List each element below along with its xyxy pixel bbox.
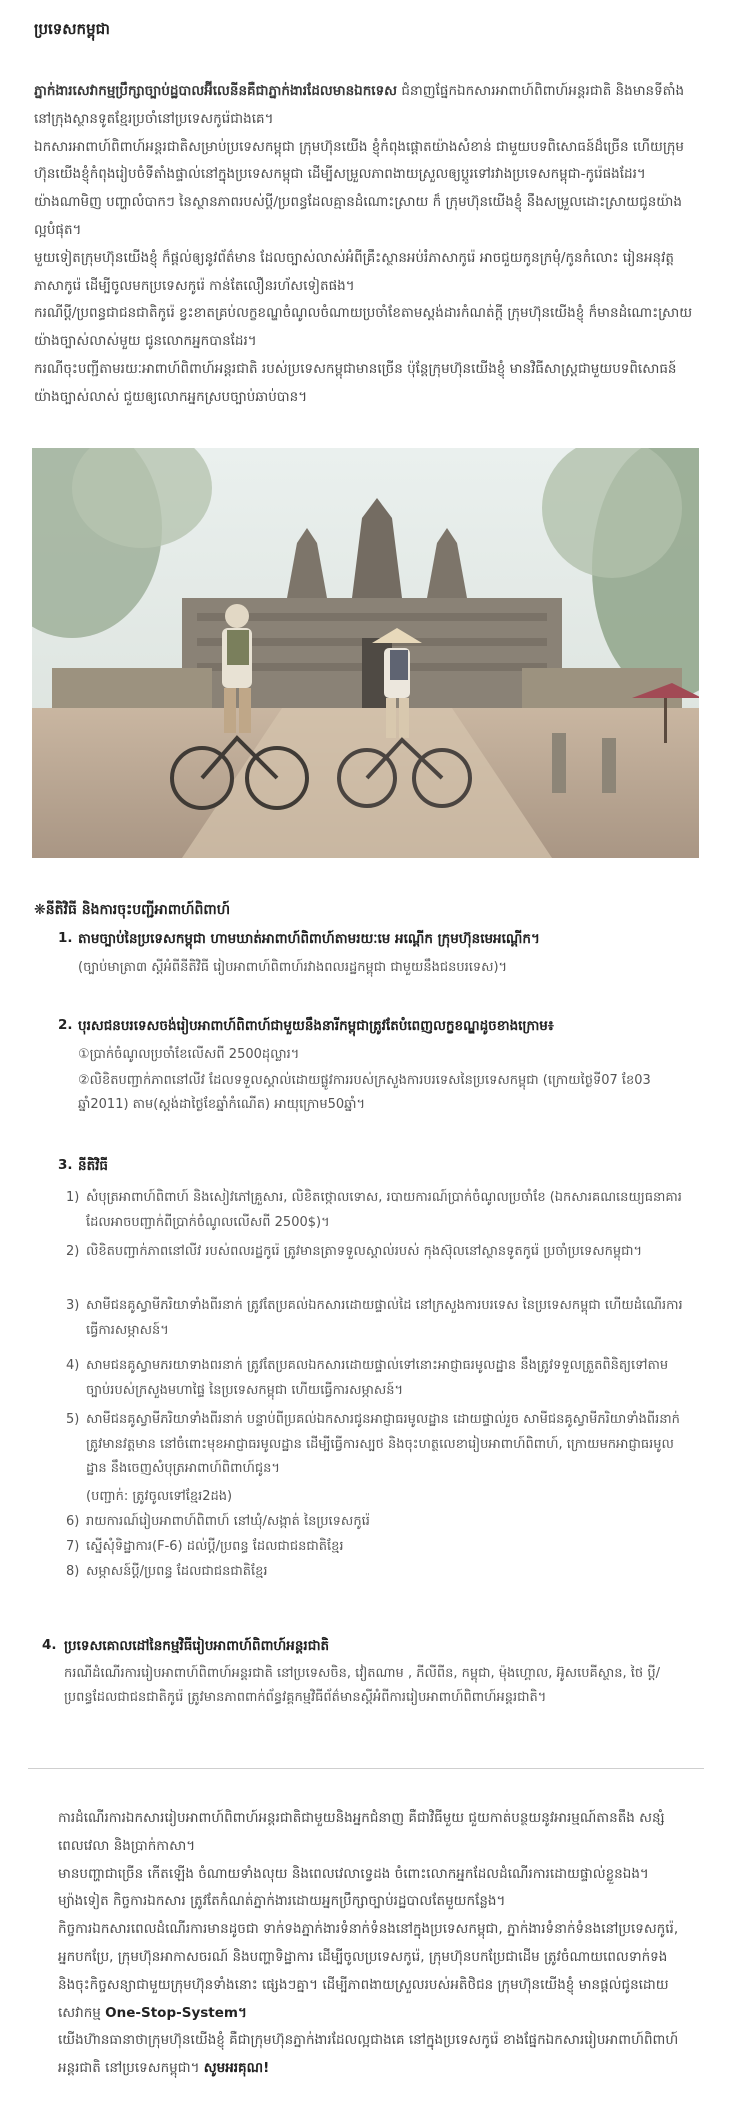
step-text: សាមីជនគូស្វាមីភរិយាទាំងពីរនាក់ បន្ទាប់ពីប្រគល់ឯកសារជូនអាជ្ញាធរមូលដ្ឋាន ដោយផ្ទាល់រួច សាមីជនគូស្វាមីភរិយាទាំងពីរនាក់ ត្រូវមានវត្តមាន នៅចំពោះមុខអាជ្ញាធរមូលដ្ឋាន ដើម្បីធ្វើការស្បថ និងចុះហត្ថលេខារៀបអាពាហ៍ពិពាហ៍, ក្រោយមកអាជ្ញាធរមូលដ្ឋាន នឹងចេញសំបុត្រអាពាហ៍ពិពាហ៍ជូន។ [86, 1412, 680, 1476]
thanks-text: សូមអរគុណ! [203, 2060, 270, 2077]
temple-illustration [32, 448, 699, 858]
page-title: ប្រទេសកម្ពុជា [34, 20, 110, 38]
outro-section [58, 1805, 688, 2083]
section-heading: ❋នីតិវិធី និងការចុះបញ្ជីអាពាហ៍ពិពាហ៍ [34, 902, 231, 918]
outro-paragraph: ការដំណើរការឯកសាររៀបអាពាហ៍ពិពាហ៍អន្តរជាតិជាមួយនិងអ្នកជំនាញ គឺជាវិធីមួយ ជួយកាត់បន្ថយនូវអារម្មណ៍តានតឹង សន្សំពេលវេលា និងប្រាក់កាសា។ [58, 1810, 665, 1854]
item-number: 2. [58, 1017, 73, 1033]
outro-last-line: យើងហ៊ានធានាថាក្រុមហ៊ុនយើងខ្ញុំ គឺជាក្រុមហ៊ុនភ្នាក់ងារដែលល្អជាងគេ នៅក្នុងប្រទេសកូរ៉េ ខាងផ្នែកឯកសាររៀបអាពាហ៍ពិពាហ៍អន្តរជាតិ នៅប្រទេសកម្ពុជា។ [58, 2032, 679, 2077]
procedure-step [66, 1186, 686, 1235]
requirement-line: ①ប្រាក់ចំណូលប្រចាំខែលើសពី 2500ដុល្លារ។ [78, 1047, 300, 1062]
procedure-step [66, 1408, 686, 1482]
intro-paragraph: ឯកសារអាពាហ៍ពិពាហ៍អន្តរជាតិសម្រាប់ប្រទេសកម្ពុជា ក្រុមហ៊ុនយើង ខ្ញុំកំពុងផ្ដោតយ៉ាងសំខាន់ ជាមួយបទពិសោធន៍ដ៏ច្រើន ហើយក្រុមហ៊ុនយើងខ្ញុំកំពុងរៀបចំទីតាំងផ្ទាល់នៅក្នុងប្រទេសកម្ពុជា ដើម្បីសម្រួលភាពងាយស្រួលឲ្យប្តូរទៅរវាងប្រទេសកម្ពុជា-កូរ៉េផងដែរ។ [34, 138, 684, 183]
procedure-step [66, 1354, 686, 1403]
outro-paragraph [58, 1916, 688, 2027]
requirement-line: ②លិខិតបញ្ជាក់ភាពនៅលីវ ដែលទទួលស្គាល់ដោយផ្លូវការរបស់ក្រសួងការបរទេសនៃប្រទេសកម្ពុជា (ក្រោយថ្ងៃទី07 ខែ03 ឆ្នាំ2011) តាម(ស្តង់ដាថ្ងៃខែឆ្នាំកំណើត) អាយុក្រោម50ឆ្នាំ។ [78, 1073, 651, 1112]
item-title: នីតិវិធី [78, 1158, 108, 1174]
item-body: ករណីដំណើរការរៀបអាពាហ៍ពិពាហ៍អន្តរជាតិ នៅប្រទេសចិន, វៀតណាម , ភីលីពីន, កម្ពុជា, ម៉ុងហ្គោល, អ៊ូសបេគីស្ថាន, ថៃ ប្ដី/ប្រពន្ធដែលជាជនជាតិកូរ៉េ ត្រូវមានភាពពាក់ព័ន្ធវគ្គកម្មវិធីព័ត៌មានស្ដីអំពីការរៀបអាពាហ៍ពិពាហ៍អន្តរជាតិ។ [64, 1666, 660, 1705]
step-number: 2) [66, 1244, 80, 1259]
item-title: បុរសជនបរទេសចង់រៀបអាពាហ៍ពិពាហ៍ជាមួយនឹងនារីកម្ពុជាត្រូវតែបំពេញលក្ខខណ្ឌដូចខាងក្រោម៖ [78, 1018, 554, 1034]
item-title: តាមច្បាប់នៃប្រទេសកម្ពុជា ហាមឃាត់អាពាហ៍ពិពាហ៍តាមរយៈមេ អណ្ដើក ក្រុមហ៊ុនមេអណ្ដើក។ [78, 931, 540, 947]
item-number: 1. [58, 930, 73, 946]
item-number: 4. [42, 1637, 57, 1653]
intro-lead [34, 78, 694, 134]
step-text: សំបុត្រអាពាហ៍ពិពាហ៍ និងសៀវភៅគ្រួសារ, លិខិតថ្កោលទោស, របាយការណ៍ប្រាក់ចំណូលប្រចាំខែ (ឯកសារគណនេយ្យធនាគារដែលអាចបញ្ជាក់ពីប្រាក់ចំណូលលើសពី 2500$)។ [86, 1190, 682, 1230]
one-stop-system: One-Stop-System។ [105, 2004, 247, 2021]
intro-section [34, 78, 694, 412]
item-title: ប្រទេសគោលដៅនៃកម្មវិធីរៀបអាពាហ៍ពិពាហ៍អន្តរជាតិ [64, 1638, 330, 1654]
procedure-step [66, 1535, 686, 1560]
intro-paragraph: មួយទៀតក្រុមហ៊ុនយើងខ្ញុំ ក៏ផ្ដល់ឲ្យនូវព័ត៌មាន ដែលច្បាស់លាស់អំពីគ្រឹះស្ថានអប់រំភាសាកូរ៉េ អាចជួយកូនក្រមុំ/កូនកំលោះ រៀនអនុវត្តភាសាកូរ៉េ ដើម្បីចូលមកប្រទេសកូរ៉េ កាន់តែលឿនរហ័សទៀតផង។ [34, 249, 674, 294]
step-text: សាមីជនគូស្វាមីភរិយាទាំងពីរនាក់ ត្រូវតែប្រគល់ឯកសារដោយផ្ទាល់ដៃ នៅក្រសួងការបរទេស នៃប្រទេសកម្ពុជា ហើយដំណើរការធ្វើការសម្ភាសន៍។ [86, 1298, 683, 1338]
step-text: រាយការណ៍រៀបអាពាហ៍ពិពាហ៍ នៅឃុំ/សង្កាត់ នៃប្រទេសកូរ៉េ [86, 1514, 370, 1529]
item-body: (ច្បាប់មាត្រា៣ ស្ដីអំពីនីតិវិធី រៀបអាពាហ៍ពិពាហ៍រវាងពលរដ្ឋកម្ពុជា ជាមួយនឹងជនបរទេស)។ [78, 960, 508, 975]
item-number: 3. [58, 1157, 73, 1173]
procedure-step-note: (បញ្ជាក់: ត្រូវចូលទៅខ្មែរ2ដង) [86, 1489, 233, 1504]
step-number: 3) [66, 1298, 80, 1313]
step-text: លិខិតបញ្ជាក់ភាពនៅលីវ របស់ពលរដ្ឋកូរ៉េ ត្រូវមានត្រាទទួលស្គាល់របស់ កុងស៊ុលនៅស្ថានទូតកូរ៉េ ប្រចាំប្រទេសកម្ពុជា។ [86, 1244, 643, 1259]
step-number: 7) [66, 1539, 80, 1554]
intro-paragraph: ករណីប្ដី/ប្រពន្ធជាជនជាតិកូរ៉េ ខ្វះខាតគ្រប់លក្ខខណ្ឌចំណូលចំណាយប្រចាំខែតាមស្តង់ដារកំណត់ក្តី ក្រុមហ៊ុនយើងខ្ញុំ ក៏មានដំណោះស្រាយយ៉ាងច្បាស់លាស់មួយ ជូនលោកអ្នកបានដែរ។ [34, 305, 693, 350]
procedure-step [66, 1560, 686, 1585]
intro-paragraph: យ៉ាងណាមិញ បញ្ហាលំបាកៗ នៃស្ថានភាពរបស់ប្ដី/ប្រពន្ធដែលគ្មានដំណោះស្រាយ ក៏ ក្រុមហ៊ុនយើងខ្ញុំ នឹងសម្រួលដោះស្រាយជូនយ៉ាងល្អបំផុត។ [34, 194, 683, 238]
step-number: 6) [66, 1514, 80, 1529]
procedure-step [66, 1294, 686, 1343]
step-number: 5) [66, 1412, 80, 1427]
step-text: ស្នើសុំទិដ្ឋាការ(F-6) ដល់ប្ដី/ប្រពន្ធ ដែលជាជនជាតិខ្មែរ [86, 1539, 344, 1554]
outro-paragraph: ម្យ៉ាងទៀត កិច្ចការឯកសារ ត្រូវតែកំណត់ភ្នាក់ងារដោយអ្នកប្រឹក្សាច្បាប់រដ្ឋបាលតែមួយកន្លែង។ [58, 1893, 506, 1910]
outro-closing [58, 2027, 688, 2083]
step-number: 8) [66, 1564, 80, 1579]
step-text: សម្ភាសន៍ប្ដី/ប្រពន្ធ ដែលជាជនជាតិខ្មែរ [86, 1564, 268, 1579]
cambodia-temple-photo [32, 448, 699, 858]
divider [28, 1768, 704, 1769]
step-number: 1) [66, 1190, 80, 1205]
procedure-step [66, 1510, 686, 1535]
procedure-step [66, 1240, 686, 1265]
outro-paragraph-text: កិច្ចការឯកសារពេលដំណើរការមានដូចជា ទាក់ទងភ្នាក់ងារទំនាក់ទំនងនៅក្នុងប្រទេសកម្ពុជា, ភ្នាក់ងារទំនាក់ទំនងនៅប្រទេសកូរ៉េ, អ្នកបកប្រែ, ក្រុមហ៊ុនអាកាសចរណ៍ និងបញ្ហាទិដ្ឋាការ ដើម្បីចូលប្រទេសកូរ៉េ, ក្រុមហ៊ុនបកប្រែជាដើម ត្រូវចំណាយពេលទាក់ទង និងចុះកិច្ចសន្យាជាមួយក្រុមហ៊ុនទាំងនោះ ផ្សេងៗគ្នា។ ដើម្បីភាពងាយស្រួលរបស់អតិថិជន ក្រុមហ៊ុនយើងខ្ញុំ មានផ្ដល់ជូនដោយសេវាកម្ម [58, 1921, 679, 2021]
intro-lead-rest: ជំនាញផ្នែកឯកសារអាពាហ៍ពិពាហ៍អន្តរជាតិ និងមានទីតាំងនៅក្រុងស្ថានទូតខ្មែរប្រចាំនៅប្រទេសកូរ៉េជាងគេ។ [34, 83, 685, 127]
intro-paragraph: ករណីចុះបញ្ជីតាមរយៈអាពាហ៍ពិពាហ៍អន្តរជាតិ របស់ប្រទេសកម្ពុជាមានច្រើន ប៉ុន្តែក្រុមហ៊ុនយើងខ្ញុំ មានវិធីសាស្ត្រជាមួយបទពិសោធន៍យ៉ាងច្បាស់លាស់ ជួយឲ្យលោកអ្នកស្របច្បាប់ឆាប់បាន។ [34, 360, 677, 405]
step-text: សាមជនគូស្វាមភរយាទាងពរនាក់ ត្រូវតែប្រគលឯកសារដោយផ្ទាល់ទៅនោះអាជ្ញាធរមូលដ្ឋាន នឹងត្រូវទទួលត្រួតពិនិត្យទៅតាមច្បាប់របស់ក្រសួងមហាផ្ទៃ នៃប្រទេសកម្ពុជា ហើយធ្វើការសម្ភាសន៍។ [86, 1358, 669, 1398]
outro-paragraph: មានបញ្ហាជាច្រើន កើតឡើង ចំណាយទាំងលុយ និងពេលវេលាទ្វេដង ចំពោះលោកអ្នកដែលដំណើរការដោយផ្ទាល់ខ្លួនឯង។ [58, 1865, 649, 1882]
intro-lead-bold: ភ្នាក់ងារសេវាកម្មប្រឹក្សាច្បាប់ដ្ឋបាលអ៊ីលេនីនគឺជាភ្នាក់ងារដែលមានឯកទេស [34, 83, 398, 99]
step-number: 4) [66, 1358, 80, 1373]
